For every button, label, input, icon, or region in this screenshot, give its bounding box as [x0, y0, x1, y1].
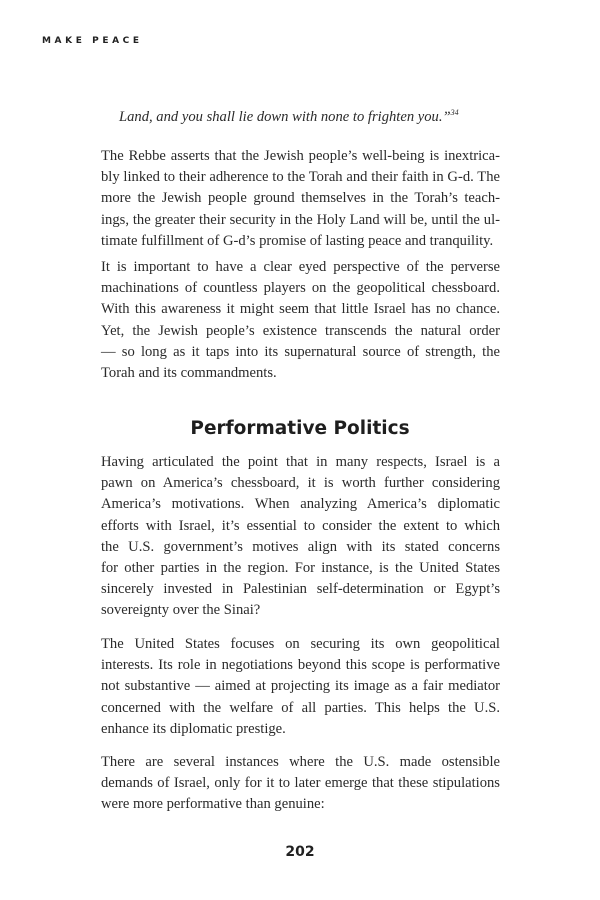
- text-line: demands of Israel, only for it to later emerge that these stipulations: [101, 775, 500, 792]
- text-line: enhance its diplomatic prestige.: [101, 720, 286, 737]
- text-line: timate fulfillment of G-d’s promise of lasting peace and tranquility.: [101, 232, 494, 249]
- text-line: There are several instances where the U.S. made ostensible: [101, 754, 500, 770]
- text-line: more the Jewish people ground themselves in the Torah’s teach-: [101, 190, 500, 207]
- text-line: for other parties in the region. For instance, is the United States: [101, 560, 500, 577]
- text-line: were more performative than genuine:: [101, 796, 325, 813]
- text-line: — so long as it taps into its supernatural source of strength, the: [101, 343, 500, 360]
- text-line: efforts with Israel, it’s essential to consider the extent to which: [101, 517, 500, 534]
- paragraph: [101, 146, 500, 252]
- text-line: ings, the greater their security in the Holy Land will be, until the ul-: [101, 211, 500, 228]
- text-line: The United States focuses on securing its own geopolitical: [101, 636, 500, 652]
- footnote-marker: 34: [450, 108, 459, 117]
- text-line: machinations of countless players on the geopolitical chessboard.: [101, 280, 500, 297]
- paragraph: [101, 257, 500, 384]
- text-line: bly linked to their adherence to the Torah and their faith in G-d. The: [101, 169, 500, 186]
- running-header: MAKE PEACE: [42, 36, 143, 46]
- text-line: concerned with the welfare of all parties. This helps the U.S.: [101, 699, 500, 716]
- text-line: sincerely invested in Palestinian self-determination or Egypt’s: [101, 581, 500, 598]
- text-line: Having articulated the point that in many respects, Israel is a: [101, 454, 500, 470]
- text-line: With this awareness it might seem that little Israel has no chance.: [101, 301, 500, 318]
- text-line: The Rebbe asserts that the Jewish people’s well-being is inextrica-: [101, 148, 500, 164]
- paragraph: [101, 752, 500, 816]
- paragraph: [101, 452, 500, 622]
- text-line: pawn on America’s chessboard, it is worth further considering: [101, 475, 500, 492]
- text-line: America’s motivations. When analyzing America’s diplomatic: [101, 496, 500, 513]
- paragraph: [101, 634, 500, 740]
- text-line: interests. Its role in negotiations beyond this scope is performative: [101, 657, 500, 674]
- text-line: not substantive — aimed at projecting its image as a fair mediator: [101, 678, 500, 695]
- block-quote: [119, 108, 459, 126]
- text-line: Yet, the Jewish people’s existence transcends the natural order: [101, 322, 500, 339]
- text-line: sovereignty over the Sinai?: [101, 602, 261, 619]
- text-line: the U.S. government’s motives align with its stated concerns: [101, 538, 500, 555]
- quote-text: Land, and you shall lie down with none to frighten you.”: [119, 108, 451, 125]
- section-heading: Performative Politics: [190, 418, 410, 439]
- text-line: It is important to have a clear eyed perspective of the perverse: [101, 259, 500, 275]
- page-number: 202: [285, 844, 315, 860]
- text-line: Torah and its commandments.: [101, 365, 277, 382]
